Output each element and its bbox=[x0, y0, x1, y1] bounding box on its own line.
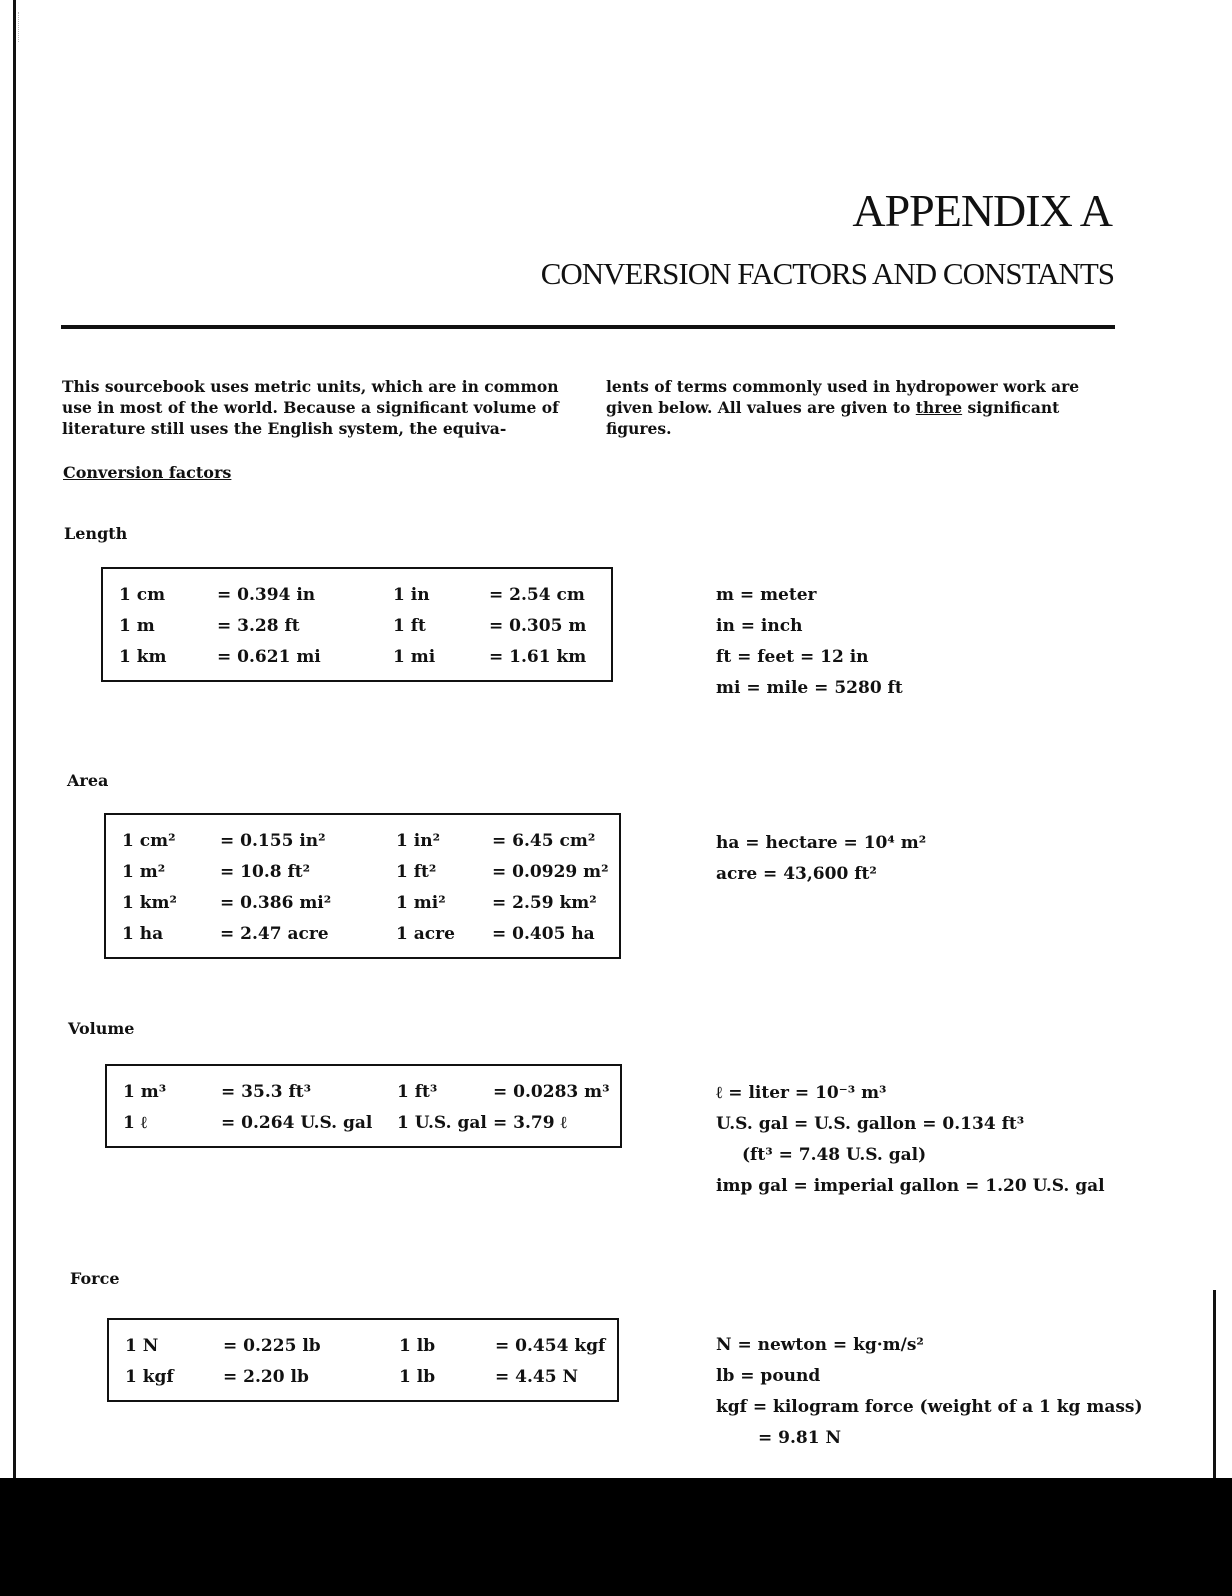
table-row bbox=[103, 610, 611, 641]
table-row bbox=[106, 887, 619, 918]
table-cell: = 0.405 ha bbox=[492, 923, 595, 944]
definition: acre = 43,600 ft² bbox=[716, 864, 877, 884]
page-left-border bbox=[13, 0, 16, 1478]
table-row bbox=[106, 918, 619, 957]
table-cell: 1 m³ bbox=[123, 1081, 167, 1102]
force-heading: Force bbox=[70, 1269, 120, 1288]
definition: N = newton = kg·m/s² bbox=[716, 1335, 924, 1355]
table-cell: = 0.305 m bbox=[489, 615, 587, 636]
table-cell: 1 km² bbox=[122, 892, 177, 913]
definition: m = meter bbox=[716, 585, 817, 605]
table-cell: = 2.54 cm bbox=[489, 584, 585, 605]
table-cell: = 3.79 ℓ bbox=[493, 1112, 567, 1133]
table-row bbox=[103, 641, 611, 680]
header-divider bbox=[61, 325, 1115, 329]
table-cell: = 0.386 mi² bbox=[220, 892, 332, 913]
definition: in = inch bbox=[716, 616, 803, 636]
table-cell: 1 in² bbox=[396, 830, 441, 851]
table-cell: 1 ℓ bbox=[123, 1112, 148, 1133]
definition: imp gal = imperial gallon = 1.20 U.S. gal bbox=[716, 1176, 1105, 1196]
definition: ft = feet = 12 in bbox=[716, 647, 869, 667]
table-cell: = 4.45 N bbox=[495, 1366, 579, 1387]
table-cell: = 0.225 lb bbox=[223, 1335, 321, 1356]
volume-heading: Volume bbox=[68, 1019, 135, 1038]
table-cell: = 2.59 km² bbox=[492, 892, 597, 913]
table-cell: 1 ft bbox=[393, 615, 426, 636]
definition: mi = mile = 5280 ft bbox=[716, 678, 903, 698]
table-cell: 1 in bbox=[393, 584, 430, 605]
table-row bbox=[107, 1107, 620, 1146]
intro-emphasis: three bbox=[915, 398, 963, 417]
table-cell: = 0.155 in² bbox=[220, 830, 326, 851]
length-definitions bbox=[716, 580, 903, 704]
appendix-subtitle: CONVERSION FACTORS AND CONSTANTS bbox=[540, 256, 1114, 291]
table-row bbox=[107, 1066, 620, 1107]
table-cell: = 35.3 ft³ bbox=[221, 1081, 312, 1102]
area-heading: Area bbox=[67, 771, 109, 790]
table-cell: 1 cm² bbox=[122, 830, 176, 851]
table-cell: = 0.0929 m² bbox=[492, 861, 609, 882]
table-cell: 1 ft² bbox=[396, 861, 437, 882]
length-heading: Length bbox=[64, 524, 128, 543]
definition: ha = hectare = 10⁴ m² bbox=[716, 833, 927, 853]
table-cell: 1 kgf bbox=[125, 1366, 174, 1387]
table-row bbox=[109, 1320, 617, 1361]
page-right-border bbox=[1213, 1290, 1216, 1478]
table-cell: = 2.20 lb bbox=[223, 1366, 309, 1387]
table-cell: 1 mi² bbox=[396, 892, 446, 913]
appendix-title: APPENDIX A bbox=[852, 185, 1112, 236]
table-cell: 1 U.S. gal bbox=[397, 1112, 487, 1133]
force-definitions bbox=[716, 1330, 1143, 1454]
scan-artifact bbox=[18, 12, 33, 42]
table-row bbox=[109, 1361, 617, 1400]
table-cell: 1 km bbox=[119, 646, 167, 667]
volume-definitions bbox=[716, 1078, 1105, 1202]
conversion-factors-heading: Conversion factors bbox=[63, 463, 232, 482]
table-cell: 1 m² bbox=[122, 861, 166, 882]
definition: lb = pound bbox=[716, 1366, 821, 1386]
table-cell: 1 lb bbox=[399, 1366, 436, 1387]
area-table bbox=[104, 813, 621, 959]
table-cell: = 10.8 ft² bbox=[220, 861, 311, 882]
definition: (ft³ = 7.48 U.S. gal) bbox=[742, 1145, 927, 1165]
table-cell: 1 mi bbox=[393, 646, 436, 667]
table-row bbox=[106, 815, 619, 856]
area-definitions bbox=[716, 828, 926, 890]
definition: kgf = kilogram force (weight of a 1 kg mass) bbox=[716, 1397, 1143, 1417]
intro-right-column bbox=[606, 376, 1116, 439]
intro-left-column: This sourcebook uses metric units, which are in common use in most of the world. Because a significant volume of literature still uses the English system, the equiva- bbox=[62, 377, 559, 438]
definition: = 9.81 N bbox=[758, 1428, 842, 1448]
table-cell: = 0.264 U.S. gal bbox=[221, 1112, 373, 1133]
table-cell: 1 lb bbox=[399, 1335, 436, 1356]
table-row bbox=[103, 569, 611, 610]
intro-right-text-1: lents of terms commonly used in hydropower work are given below. All values are given to bbox=[606, 377, 1080, 417]
table-cell: = 0.621 mi bbox=[217, 646, 321, 667]
table-cell: 1 m bbox=[119, 615, 155, 636]
table-cell: = 1.61 km bbox=[489, 646, 587, 667]
definition: U.S. gal = U.S. gallon = 0.134 ft³ bbox=[716, 1114, 1025, 1134]
table-cell: 1 ha bbox=[122, 923, 164, 944]
table-cell: = 6.45 cm² bbox=[492, 830, 596, 851]
table-row bbox=[106, 856, 619, 887]
table-cell: 1 cm bbox=[119, 584, 166, 605]
volume-table bbox=[105, 1064, 622, 1148]
intro-right-text-2: significant figures. bbox=[606, 398, 1060, 438]
table-cell: = 0.0283 m³ bbox=[493, 1081, 610, 1102]
definition: ℓ = liter = 10⁻³ m³ bbox=[716, 1083, 887, 1103]
force-table bbox=[107, 1318, 619, 1402]
table-cell: = 2.47 acre bbox=[220, 923, 329, 944]
table-cell: = 3.28 ft bbox=[217, 615, 300, 636]
table-cell: 1 ft³ bbox=[397, 1081, 438, 1102]
table-cell: = 0.394 in bbox=[217, 584, 316, 605]
table-cell: 1 N bbox=[125, 1335, 159, 1356]
table-cell: = 0.454 kgf bbox=[495, 1335, 606, 1356]
table-cell: 1 acre bbox=[396, 923, 455, 944]
length-table bbox=[101, 567, 613, 682]
scan-bottom-border bbox=[0, 1478, 1232, 1596]
